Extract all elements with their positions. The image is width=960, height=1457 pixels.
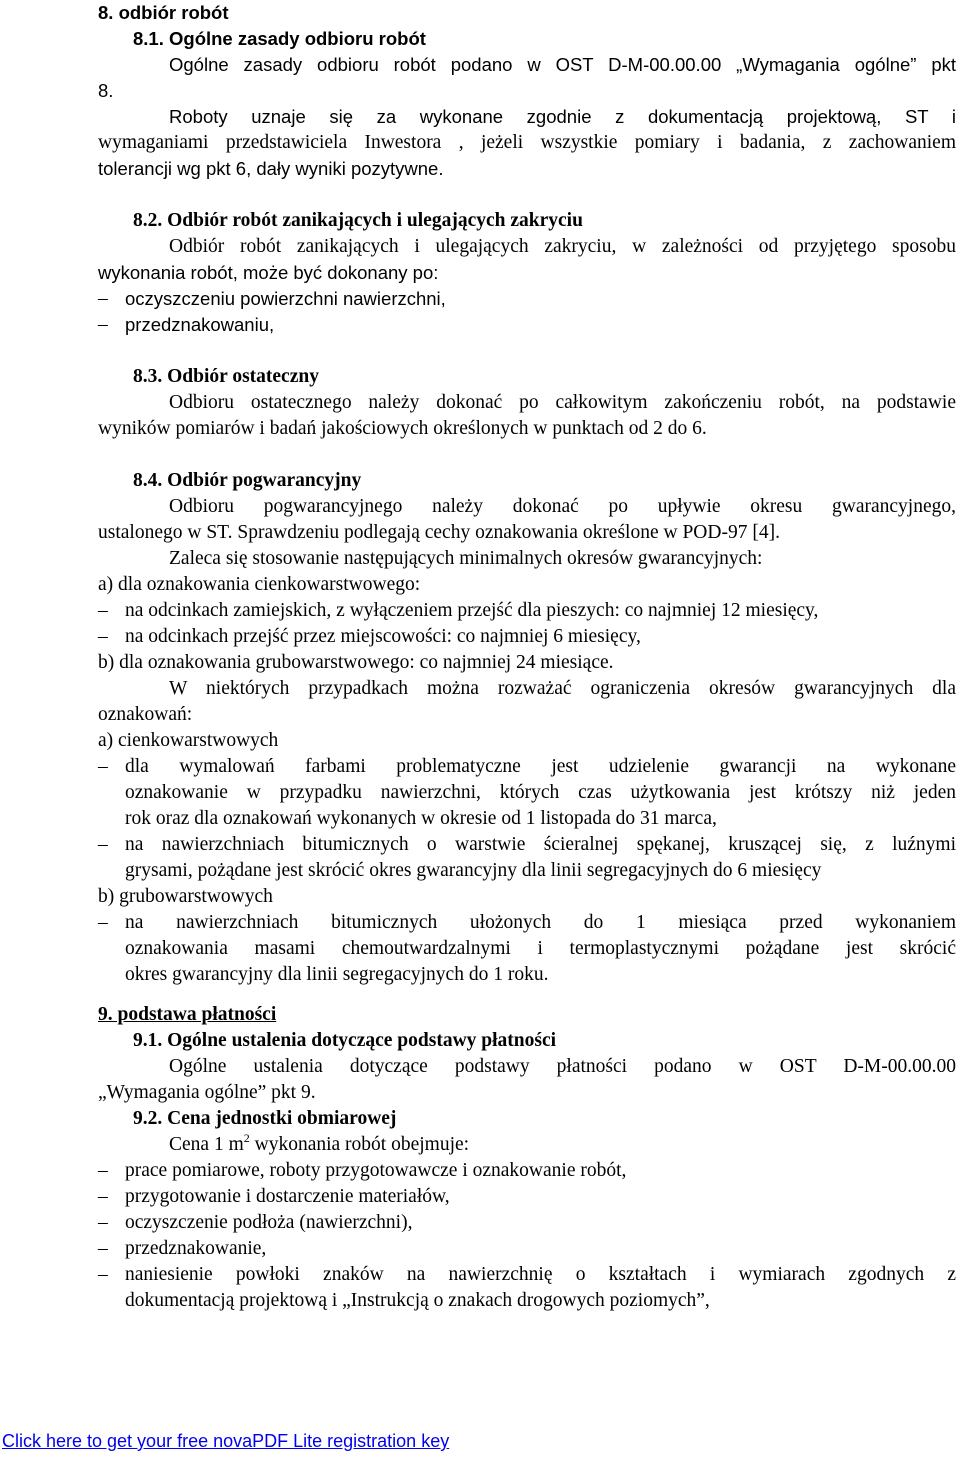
- subsection-8-1-heading: 8.1. Ogólne zasady odbioru robót: [133, 28, 426, 49]
- paragraph-line: wykonania robót, może być dokonany po:: [98, 262, 439, 283]
- list-item: na odcinkach zamiejskich, z wyłączeniem przejść dla pieszych: co najmniej 12 miesięcy,: [125, 600, 819, 621]
- paragraph-line: [169, 1132, 469, 1158]
- paragraph-line: oznakowań:: [98, 704, 193, 725]
- section-9-heading: 9. podstawa płatności: [98, 1004, 277, 1025]
- paragraph-line: Roboty uznaje się za wykonane zgodnie z dokumentacją projektową, ST i: [169, 106, 956, 127]
- list-dash: –: [98, 912, 108, 933]
- list-item: na nawierzchniach bitumicznych o warstwie ścieralnej spękanej, kruszącej się, z luźnymi: [125, 834, 956, 855]
- list-item: oczyszczeniu powierzchni nawierzchni,: [125, 288, 446, 309]
- list-item: na nawierzchniach bitumicznych ułożonych do 1 miesiąca przed wykonaniem: [125, 912, 956, 933]
- list-item: dokumentacją projektową i „Instrukcją o znakach drogowych poziomych”,: [125, 1290, 710, 1311]
- list-dash: –: [98, 626, 108, 647]
- list-dash: –: [98, 1264, 108, 1285]
- list-item: oczyszczenie podłoża (nawierzchni),: [125, 1212, 413, 1233]
- price-text-rest: wykonania robót obejmuje:: [249, 1134, 470, 1155]
- paragraph-line: Odbioru ostatecznego należy dokonać po całkowitym zakończeniu robót, na podstawie: [169, 392, 956, 413]
- paragraph-line: 8.: [98, 80, 114, 101]
- list-dash: –: [98, 756, 108, 777]
- superscript: 2: [243, 1131, 250, 1145]
- subsection-8-3-heading: 8.3. Odbiór ostateczny: [133, 366, 319, 387]
- list-dash: –: [98, 1160, 108, 1181]
- list-dash: –: [98, 314, 108, 335]
- paragraph-line: wymaganiami przedstawiciela Inwestora , jeżeli wszystkie pomiary i badania, z zachowaniem: [98, 132, 956, 153]
- paragraph-line: Odbioru pogwarancyjnego należy dokonać po upływie okresu gwarancyjnego,: [169, 496, 956, 517]
- paragraph-line: „Wymagania ogólne” pkt 9.: [98, 1082, 316, 1103]
- list-dash: –: [98, 600, 108, 621]
- paragraph-line: Ogólne zasady odbioru robót podano w OST D-M-00.00.00 „Wymagania ogólne” pkt: [169, 54, 956, 75]
- subsection-8-2-heading: 8.2. Odbiór robót zanikających i ulegających zakryciu: [133, 210, 583, 231]
- registration-link[interactable]: Click here to get your free novaPDF Lite registration key: [2, 1431, 450, 1451]
- list-item: przedznakowaniu,: [125, 314, 275, 335]
- section-8-heading: 8. odbiór robót: [98, 2, 229, 23]
- paragraph-line: W niektórych przypadkach można rozważać ograniczenia okresów gwarancyjnych dla: [169, 678, 956, 699]
- list-dash: –: [98, 1186, 108, 1207]
- list-dash: –: [98, 288, 108, 309]
- subsection-9-1-heading: 9.1. Ogólne ustalenia dotyczące podstawy płatności: [133, 1030, 557, 1051]
- list-item: oznakowania masami chemoutwardzalnymi i termoplastycznymi pożądane jest skrócić: [125, 938, 956, 959]
- paragraph-line: b) grubowarstwowych: [98, 886, 273, 907]
- paragraph-line: a) cienkowarstwowych: [98, 730, 279, 751]
- price-text: Cena 1 m: [169, 1134, 244, 1155]
- list-dash: –: [98, 834, 108, 855]
- list-item: dla wymalowań farbami problematyczne jest udzielenie gwarancji na wykonane: [125, 756, 956, 777]
- list-item: grysami, pożądane jest skrócić okres gwarancyjny dla linii segregacyjnych do 6 miesięcy: [125, 860, 822, 881]
- paragraph-line: ustalonego w ST. Sprawdzeniu podlegają cechy oznakowania określone w POD-97 [4].: [98, 522, 780, 543]
- list-dash: –: [98, 1238, 108, 1259]
- list-item: okres gwarancyjny dla linii segregacyjnych do 1 roku.: [125, 964, 549, 985]
- list-item: na odcinkach przejść przez miejscowości: co najmniej 6 miesięcy,: [125, 626, 641, 647]
- list-dash: –: [98, 1212, 108, 1233]
- paragraph-line: tolerancji wg pkt 6, dały wyniki pozytywne.: [98, 158, 444, 179]
- subsection-8-4-heading: 8.4. Odbiór pogwarancyjny: [133, 470, 362, 491]
- list-item: oznakowanie w przypadku nawierzchni, których czas użytkowania jest krótszy niż jeden: [125, 782, 956, 803]
- list-item: prace pomiarowe, roboty przygotowawcze i oznakowanie robót,: [125, 1160, 627, 1181]
- subsection-9-2-heading: 9.2. Cena jednostki obmiarowej: [133, 1108, 397, 1129]
- paragraph-line: Odbiór robót zanikających i ulegających zakryciu, w zależności od przyjętego sposobu: [169, 236, 956, 257]
- list-item: rok oraz dla oznakowań wykonanych w okresie od 1 listopada do 31 marca,: [125, 808, 717, 829]
- paragraph-line: Ogólne ustalenia dotyczące podstawy płatności podano w OST D-M-00.00.00: [169, 1056, 956, 1077]
- paragraph-line: Zaleca się stosowanie następujących minimalnych okresów gwarancyjnych:: [169, 548, 763, 569]
- paragraph-line: a) dla oznakowania cienkowarstwowego:: [98, 574, 421, 595]
- paragraph-line: wyników pomiarów i badań jakościowych określonych w punktach od 2 do 6.: [98, 418, 707, 439]
- list-item: przygotowanie i dostarczenie materiałów,: [125, 1186, 450, 1207]
- paragraph-line: b) dla oznakowania grubowarstwowego: co najmniej 24 miesiące.: [98, 652, 614, 673]
- list-item: przedznakowanie,: [125, 1238, 267, 1259]
- list-item: naniesienie powłoki znaków na nawierzchnię o kształtach i wymiarach zgodnych z: [125, 1264, 956, 1285]
